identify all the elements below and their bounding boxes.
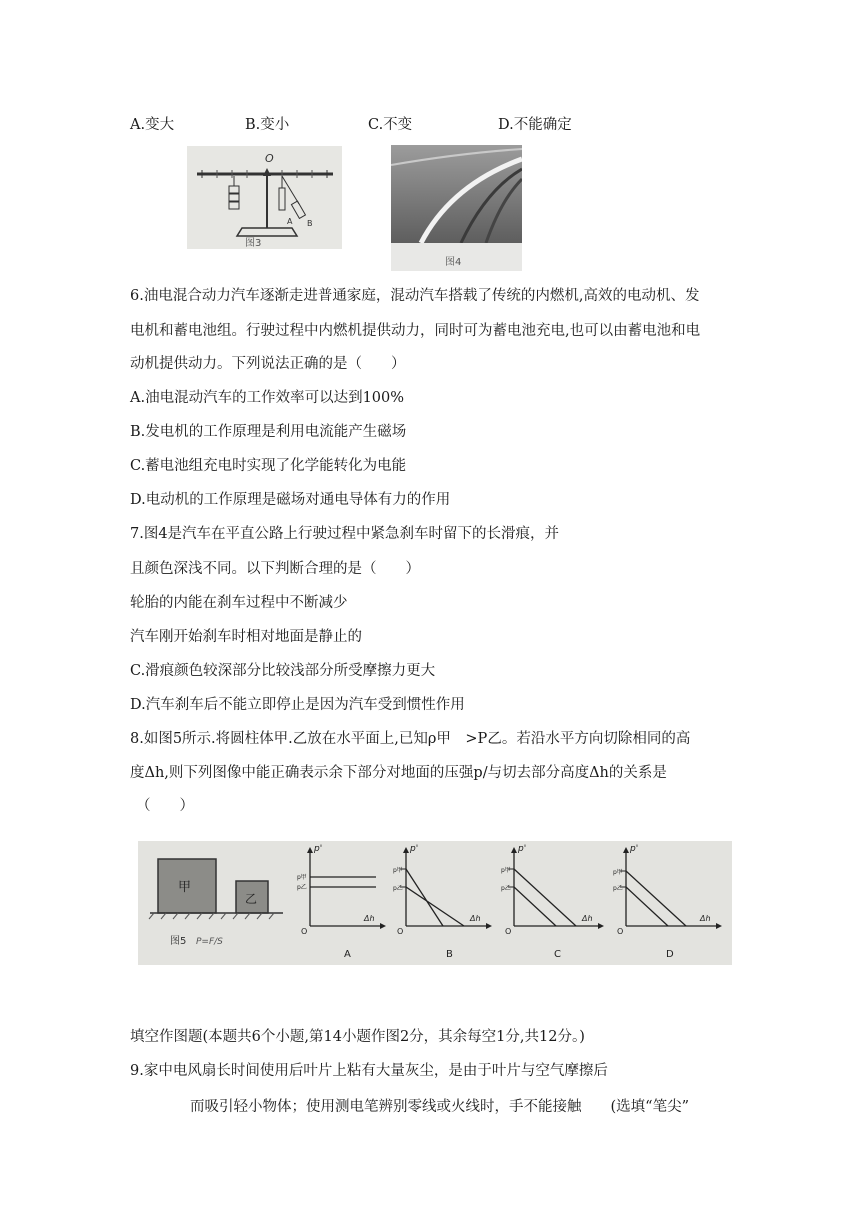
graph-b-x-label: Δh [470, 914, 481, 923]
section-3-heading: 填空作图题(本题共6个小题,第14小题作图2分，其余每空1分,共12分。) [130, 1029, 585, 1045]
handwritten-note: P=F/S [196, 937, 223, 947]
q6-option-c: C.蓄电池组充电时实现了化学能转化为电能 [130, 458, 407, 474]
graph-c-p-yi: p乙 [501, 885, 511, 892]
graph-c [501, 844, 604, 960]
graph-b-y-label: p' [410, 844, 419, 854]
q8-stem-line-2: 度Δh,则下列图像中能正确表示余下部分对地面的压强p/与切去部分高度Δh的关系是 [130, 765, 667, 781]
fig3-label-o: O [265, 152, 274, 165]
q7-option-c: C.滑痕颜色较深部分比较浅部分所受摩擦力更大 [130, 663, 436, 679]
q5-option-c: C.不变 [368, 117, 413, 133]
graph-b [393, 844, 492, 960]
ground-hatching [149, 913, 274, 919]
graph-a-p-jia: p甲 [297, 874, 307, 881]
graph-a-label: A [344, 949, 351, 960]
graph-a-x-label: Δh [364, 914, 375, 923]
graph-b-label: B [446, 949, 453, 960]
q7-stem-line-2: 且颜色深浅不同。以下判断合理的是（ ） [130, 561, 420, 577]
q7-stem-line-1: 7.图4是汽车在平直公路上行驶过程中紧急刹车时留下的长滑痕，并 [130, 526, 560, 542]
graph-d-x-label: Δh [700, 914, 711, 923]
graph-d [613, 844, 722, 960]
figure-3-caption: 图3 [245, 238, 262, 249]
figure-5 [138, 841, 732, 965]
graph-a-origin: O [301, 927, 308, 936]
graph-d-p-jia: p甲 [613, 869, 623, 876]
graph-c-x-label: Δh [582, 914, 593, 923]
q7-option-a: 轮胎的内能在刹车过程中不断减少 [130, 595, 348, 611]
figure-5-caption: 图5 [170, 936, 187, 947]
figure-3 [187, 146, 342, 249]
graph-c-p-jia: p甲 [501, 867, 511, 874]
figure-4-caption: 图4 [445, 257, 462, 268]
fig3-label-b: B [307, 219, 313, 228]
graph-a-y-label: p' [314, 844, 323, 854]
label-yi: 乙 [245, 892, 258, 906]
q6-stem-line-1: 6.油电混合动力汽车逐渐走进普通家庭，混动汽车搭载了传统的内燃机,高效的电动机、发 [130, 288, 700, 304]
q5-option-d: D.不能确定 [498, 117, 572, 133]
graph-c-y-label: p' [518, 844, 527, 854]
q8-stem-line-3: （ ） [136, 798, 194, 814]
q6-option-b: B.发电机的工作原理是利用电流能产生磁场 [130, 424, 407, 440]
figure-4 [391, 145, 522, 271]
q7-option-b: 汽车刚开始刹车时相对地面是静止的 [130, 629, 362, 645]
graph-d-p-yi: p乙 [613, 885, 623, 892]
graph-a-p-yi: p乙 [297, 884, 307, 891]
lever-diagram [187, 146, 342, 249]
q9-line-2: 而吸引轻小物体；使用测电笔辨别零线或火线时，手不能接触 (选填“笔尖” [190, 1099, 689, 1115]
graph-d-label: D [666, 949, 674, 960]
q7-option-d: D.汽车刹车后不能立即停止是因为汽车受到惯性作用 [130, 697, 465, 713]
q6-stem-line-2: 电机和蓄电池组。行驶过程中内燃机提供动力，同时可为蓄电池充电,也可以由蓄电池和电 [130, 323, 701, 339]
graph-d-origin: O [617, 927, 624, 936]
graph-b-p-yi: p乙 [393, 885, 403, 892]
q9-line-1: 9.家中电风扇长时间使用后叶片上粘有大量灰尘，是由于叶片与空气摩擦后 [130, 1063, 608, 1079]
q5-option-b: B.变小 [245, 117, 290, 133]
q6-option-d: D.电动机的工作原理是磁场对通电导体有力的作用 [130, 492, 451, 508]
graph-a [297, 844, 386, 960]
q6-option-a: A.油电混动汽车的工作效率可以达到100% [130, 390, 405, 406]
q8-stem-line-1: 8.如图5所示.将圆柱体甲.乙放在水平面上,已知ρ甲 >P乙。若沿水平方向切除相同的高 [130, 731, 691, 747]
q6-stem-line-3: 动机提供动力。下列说法正确的是（ ） [130, 356, 406, 372]
figure-5-graphs [138, 841, 732, 965]
q5-option-a: A.变大 [130, 117, 175, 133]
graph-c-label: C [554, 949, 561, 960]
graph-b-origin: O [397, 927, 404, 936]
graph-d-y-label: p' [630, 844, 639, 854]
graph-c-origin: O [505, 927, 512, 936]
label-jia: 甲 [178, 880, 192, 895]
fig3-label-a: A [287, 217, 293, 226]
graph-b-p-jia: p甲 [393, 867, 403, 874]
